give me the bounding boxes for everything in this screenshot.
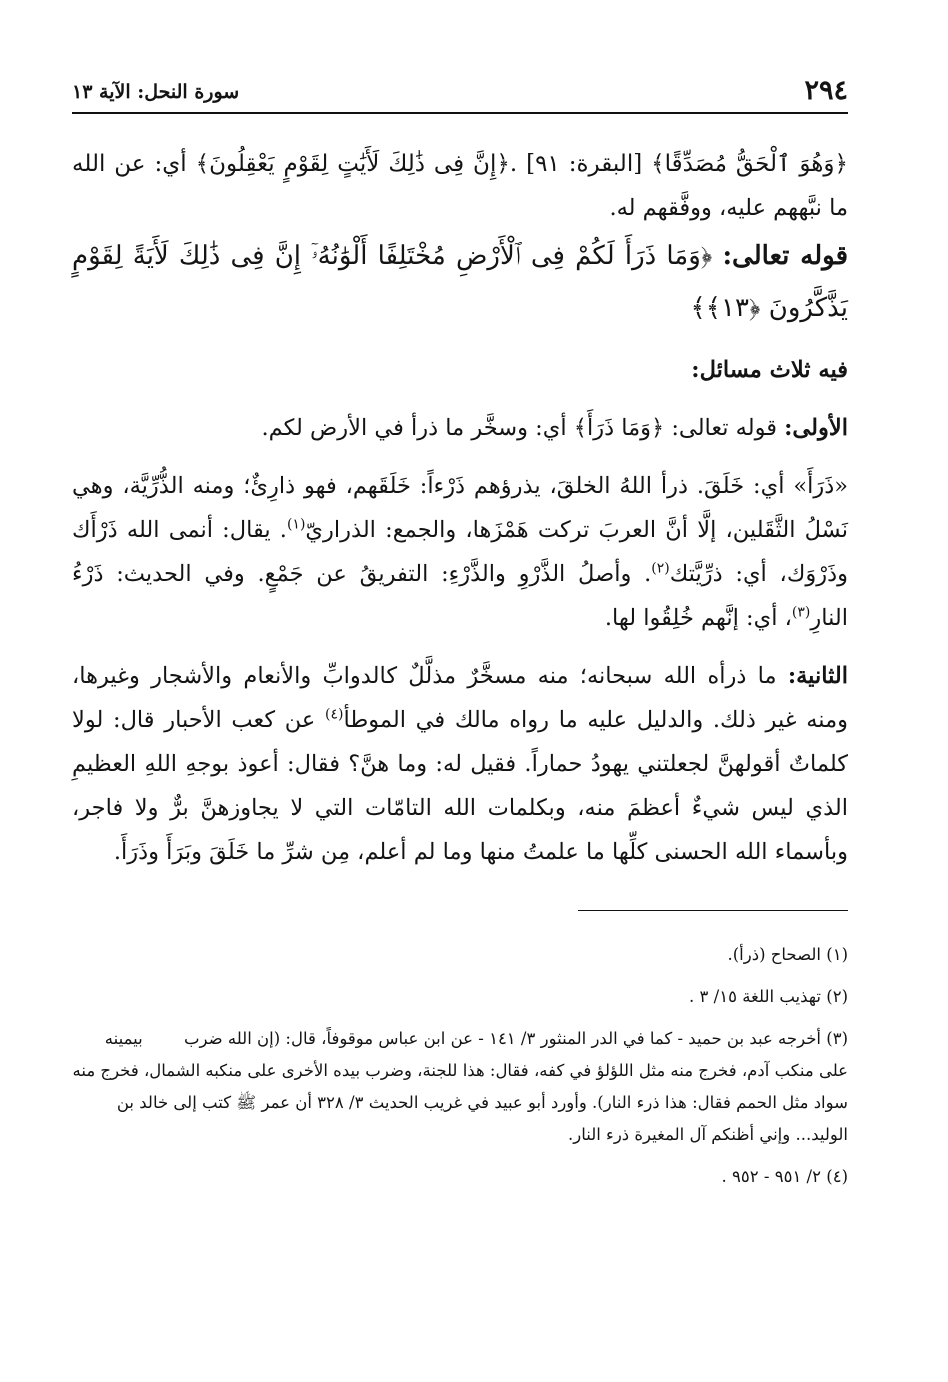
- footnote-3-line-1: (٣) أخرجه عبد بن حميد - كما في الدر المنثور ٣/ ١٤١ - عن ابن عباس موقوفاً، قال: (إن الله ضرب: [183, 1029, 848, 1048]
- intro-line-2: ما نبَّههم عليه، ووفَّقهم له.: [609, 195, 848, 221]
- running-head: سورة النحل: الآية ١٣: [72, 81, 240, 103]
- first-issue-lead: الأولى:: [784, 415, 848, 441]
- footnote-ref-3[interactable]: (٣): [791, 604, 811, 621]
- footnote-ref-1[interactable]: (١): [286, 516, 306, 533]
- footnote-4: (٤) ٢/ ٩٥١ - ٩٥٢ .: [721, 1167, 848, 1186]
- first-issue-text: قوله تعالى: ﴿وَمَا ذَرَأَ﴾ أي: وسخَّر ما ذرأ في الأرض لكم.: [261, 415, 777, 441]
- second-issue-text-a: ما ذرأه الله سبحانه؛ منه مسخَّرٌ مذلَّلٌ كالدوابِّ والأنعام والأشجار وغيرها، ومنه غير ذلك. والدليل عليه ما رواه مالك في الموطأ: [72, 663, 848, 733]
- definition-paragraph: [72, 464, 848, 640]
- intro-line-1: ﴿وَهُوَ ٱلْحَقُّ مُصَدِّقًا﴾ [البقرة: ٩١] .﴿إِنَّ فِى ذَٰلِكَ لَأَيَٰتٍ لِقَوْمٍ يَعْقِلُونَ﴾ أي: عن الله: [72, 151, 848, 177]
- verse-block: [72, 230, 848, 334]
- footnote-3-continuation: بيمينه على منكب آدم، فخرج منه مثل اللؤلؤ في كفه، فقال: هذا للجنة، وضرب بيده الأخرى على منكبه الشمال، فخرج منه سواد مثل الحمم فقال: هذا ذرء النار). وأورد أبو عبيد في غريب الحديث ٣/ ٣٢٨ أن عمر ﷺ كتب إلى خالد بن الوليد... وإني أظنكم آل المغيرة ذرء النار.: [72, 1029, 848, 1144]
- book-page: [72, 66, 848, 1203]
- footnote-3: [72, 1023, 848, 1151]
- second-issue-text-b: عن كعب الأحبار قال: لولا كلماتٌ أقولهنَّ لجعلتني يهودُ حماراً. فقيل له: وما هنَّ؟ فقال: أعوذ بوجهِ اللهِ العظيمِ الذي ليس شيءٌ أعظمَ منه، وبكلمات الله التامّات التي لا يجاوزهنَّ برٌّ ولا فاجر، وبأسماء الله الحسنى كلِّها ما علمتُ منها وما لم أعلم، مِن شرِّ ما خَلَقَ وبَرَأَ وذَرَأَ.: [72, 707, 848, 865]
- definition-text-c: . وأصلُ الذَّرْوِ والذَّرْءِ: التفريقُ عن جَمْعٍ. وفي الحديث: ذَرْءُ النارِ: [72, 561, 848, 631]
- footnotes: [72, 939, 848, 1193]
- verse-text: ﴿وَمَا ذَرَأَ لَكُمْ فِى ٱلْأَرْضِ مُخْتَلِفًا أَلْوَٰنُهُۥٓ إِنَّ فِى ذَٰلِكَ لَأَيَةً لِقَوْمٍ يَذَّكَّرُونَ ﴿١٣﴾﴾: [72, 241, 848, 323]
- page-number: ٢٩٤: [804, 75, 848, 106]
- definition-text-a: «ذَرَأَ» أي: خَلَقَ. ذرأ اللهُ الخلقَ، يذرؤهم ذَرْءاً: خَلَقَهم، فهو ذارِئٌ؛ ومنه الذُّرِّيَّة، وهي نَسْلُ الثَّقَلين، إلَّا أنَّ العربَ تركت هَمْزَها، والجمع: الذراريّ: [72, 473, 849, 543]
- second-issue-lead: الثانية:: [787, 663, 848, 689]
- page-header: [72, 66, 848, 106]
- definition-text-d: ، أي: إنَّهم خُلِقُوا لها.: [604, 605, 792, 631]
- first-issue: [72, 406, 848, 450]
- footnote-ref-4[interactable]: (٤): [325, 706, 344, 723]
- footnote-ref-2[interactable]: (٢): [651, 560, 670, 577]
- footnote-1: (١) الصحاح (ذرأ).: [727, 945, 848, 964]
- verse-lead: قوله تعالى:: [722, 241, 849, 271]
- footnote-rule: [578, 910, 848, 911]
- main-text: [72, 142, 848, 874]
- issues-heading: فيه ثلاث مسائل:: [691, 357, 848, 383]
- paragraph-intro: [72, 142, 848, 230]
- header-rule: [72, 112, 848, 114]
- second-issue: [72, 654, 848, 874]
- footnote-2: (٢) تهذيب اللغة ١٥/ ٣ .: [689, 987, 848, 1006]
- definition-text-b: . يقال: أنمى الله ذَرْأَك وذَرْوَك، أي: ذرِّيَّتك: [72, 517, 848, 587]
